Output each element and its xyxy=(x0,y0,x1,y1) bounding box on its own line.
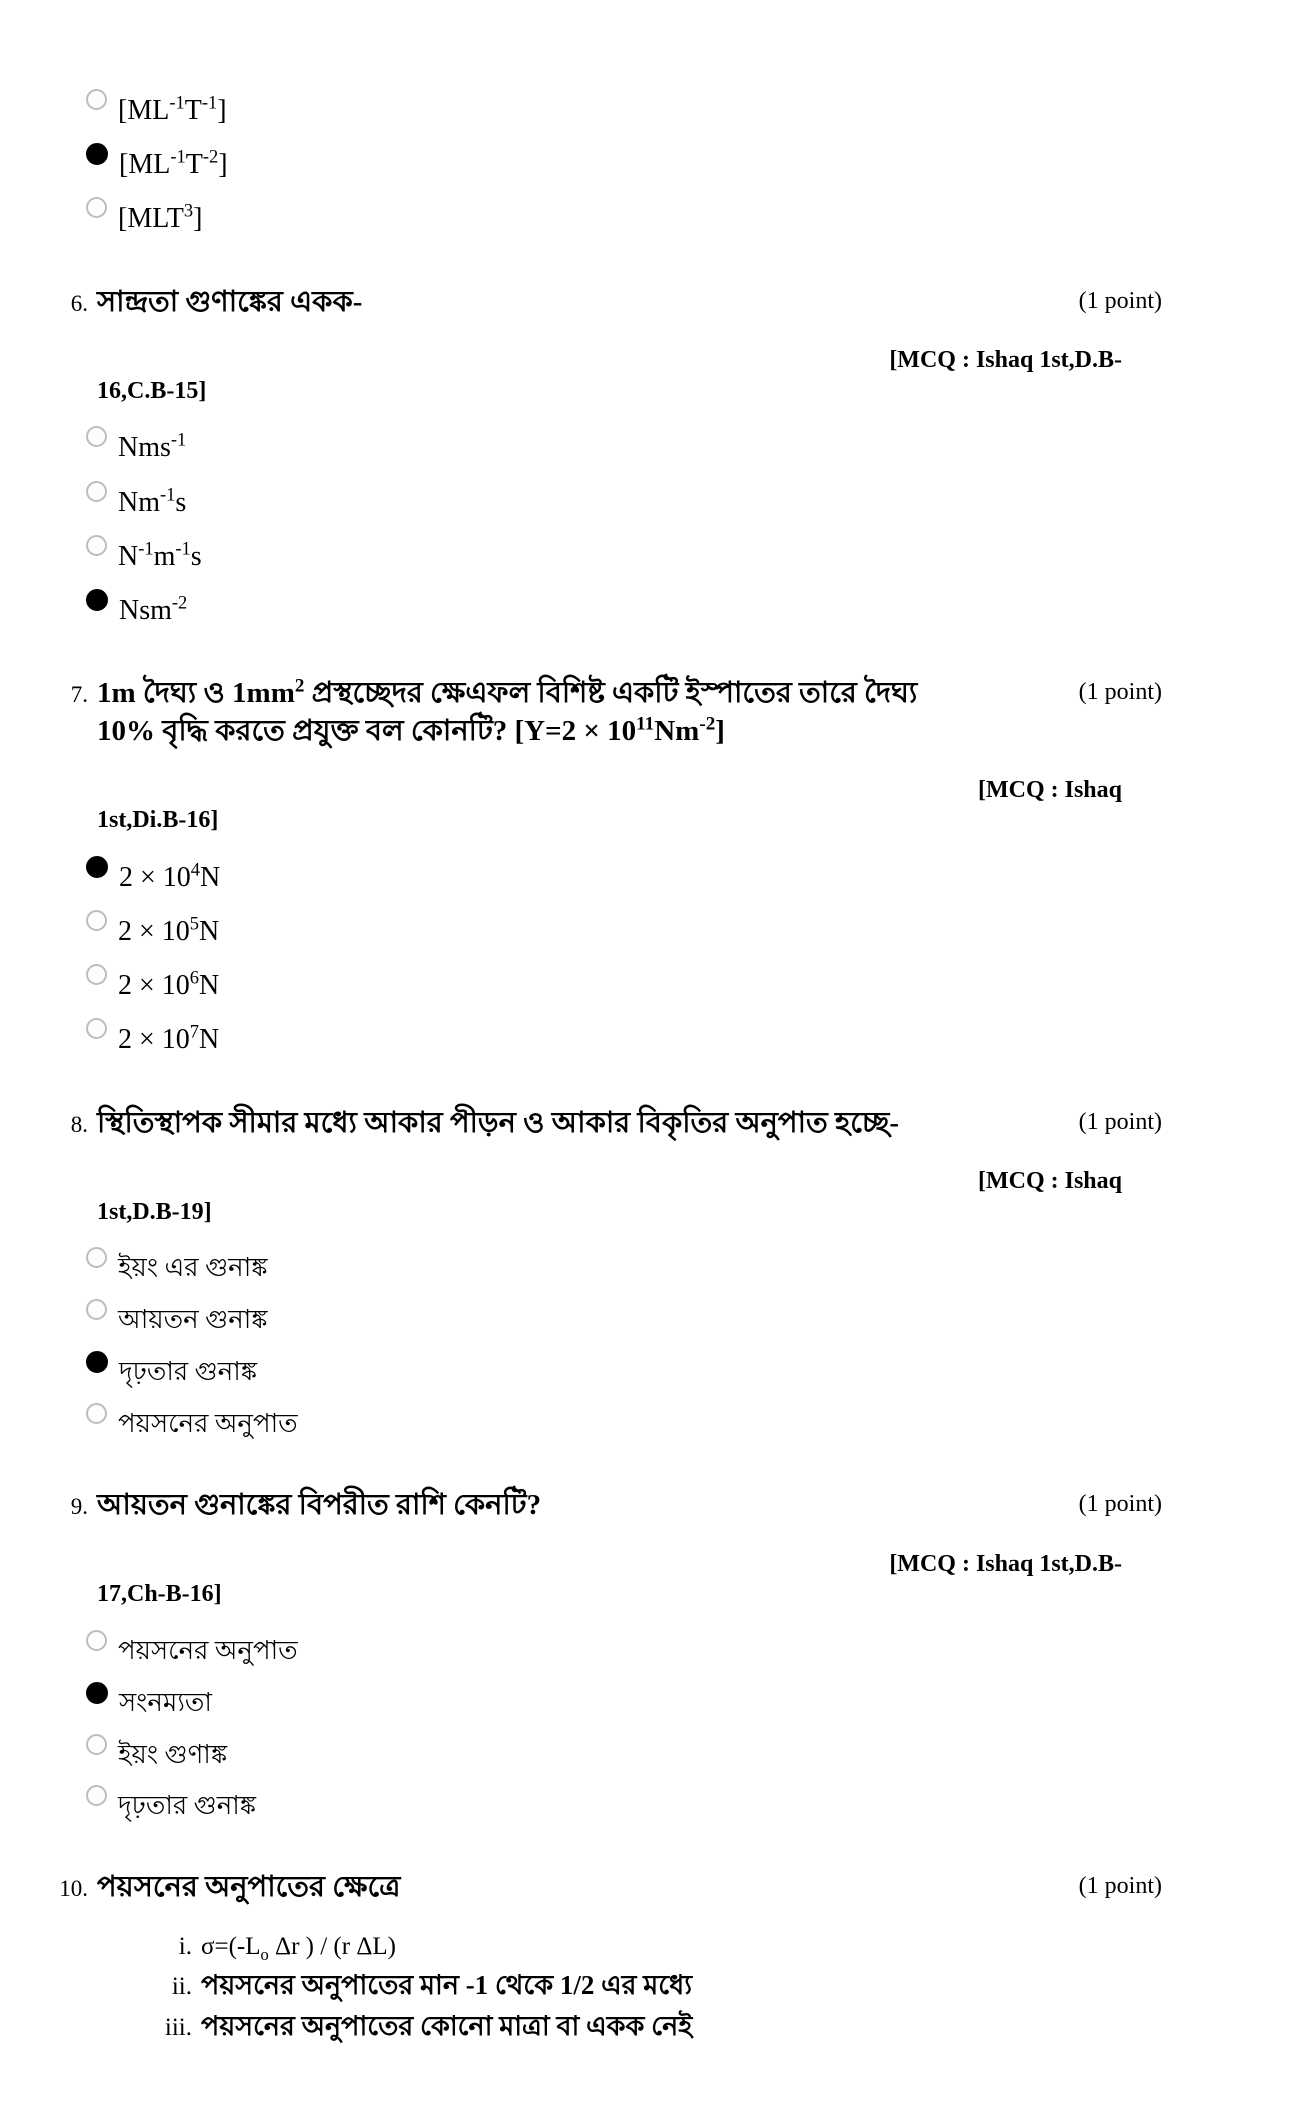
question-header xyxy=(58,1487,1162,1525)
answer-option[interactable] xyxy=(86,142,1162,181)
option-label: ইয়ং এর গুনাঙ্ক xyxy=(118,1253,268,1283)
statement-text: পয়সনের অনুপাতের কোনো মাত্রা বা একক নেই xyxy=(201,2011,693,2042)
question-title: আয়তন গুনাঙ্কের বিপরীত রাশি কেনটি? xyxy=(97,1488,542,1521)
answer-option[interactable] xyxy=(86,1681,1162,1718)
answer-option[interactable] xyxy=(86,196,1162,235)
radio-unselected-icon[interactable] xyxy=(86,1403,107,1424)
answer-option[interactable] xyxy=(86,88,1162,127)
option-label: আয়তন গুনাঙ্ক xyxy=(118,1305,268,1335)
question-block-8 xyxy=(58,1105,1162,1439)
options-group xyxy=(86,88,1162,236)
question-number: 10. xyxy=(59,1876,88,1902)
answer-option[interactable] xyxy=(86,1298,1162,1335)
option-label: $2 \times 10^7N$ xyxy=(118,1021,220,1056)
radio-unselected-icon[interactable] xyxy=(86,1018,107,1039)
answer-option[interactable] xyxy=(86,1246,1162,1283)
statement-numeral: ii. xyxy=(171,1973,192,2001)
option-label: $Nm^{-1}s$ xyxy=(118,484,187,518)
option-label: $[ML^{-1}T^{-2}]$ xyxy=(119,146,228,181)
option-label: $2 \times 10^4N$ xyxy=(119,859,221,893)
question-title: পয়সনের অনুপাতের ক্ষেত্রে xyxy=(97,1871,401,1904)
mcq-source-line2: 17,Ch-B-16] xyxy=(97,1581,222,1608)
radio-unselected-icon[interactable] xyxy=(86,481,107,502)
answer-option[interactable] xyxy=(86,1784,1162,1821)
answer-option[interactable] xyxy=(86,1350,1162,1387)
answer-option[interactable] xyxy=(86,855,1162,894)
statement-text: পয়সনের অনুপাতের মান -1 থেকে 1/2 এর মধ্যে xyxy=(201,1970,693,2001)
option-label: Nsm$^{-2}$ xyxy=(119,592,188,626)
mcq-source-line1: [MCQ : Ishaq 1st,D.B- xyxy=(889,1550,1122,1577)
option-label: দৃঢ়তার গুনাঙ্ক xyxy=(118,1791,257,1821)
options-group xyxy=(86,425,1162,627)
radio-unselected-icon[interactable] xyxy=(86,1785,107,1806)
question-title: স্থিতিস্থাপক সীমার মধ্যে আকার পীড়ন ও আকার বিকৃতির অনুপাত হচ্ছে- xyxy=(97,1106,900,1139)
radio-selected-icon[interactable] xyxy=(86,1351,108,1373)
radio-selected-icon[interactable] xyxy=(86,1682,108,1704)
answer-option[interactable] xyxy=(86,480,1162,519)
mcq-source-line1: [MCQ : Ishaq xyxy=(977,776,1122,803)
statement-text: $\sigma=(-L_o$ Δr ) / (r ΔL) xyxy=(201,1933,396,1965)
question-header xyxy=(58,675,1162,750)
radio-unselected-icon[interactable] xyxy=(86,197,107,218)
option-label: Nms$^{-1}$ xyxy=(118,430,187,464)
answer-option[interactable] xyxy=(86,1017,1162,1056)
answer-option[interactable] xyxy=(86,534,1162,573)
option-label: $N^{-1}m^{-1}s$ xyxy=(118,538,202,572)
answer-option[interactable] xyxy=(86,1629,1162,1666)
points-badge: (1 point) xyxy=(1078,1873,1162,1900)
option-label: $2 \times 10^6N$ xyxy=(118,967,220,1002)
radio-unselected-icon[interactable] xyxy=(86,910,107,931)
question-number: 9. xyxy=(70,1493,88,1519)
points-badge: (1 point) xyxy=(1078,1490,1162,1517)
statement-item xyxy=(154,1931,1162,1965)
radio-selected-icon[interactable] xyxy=(86,856,108,878)
option-label: পয়সনের অনুপাত xyxy=(118,1635,298,1665)
radio-unselected-icon[interactable] xyxy=(86,89,107,110)
radio-unselected-icon[interactable] xyxy=(86,1630,107,1651)
options-group xyxy=(86,1629,1162,1822)
radio-unselected-icon[interactable] xyxy=(86,1299,107,1320)
mcq-source-line2: 1st,Di.B-16] xyxy=(97,807,219,834)
question-block-9 xyxy=(58,1487,1162,1821)
options-group xyxy=(86,1246,1162,1439)
option-label: [MLT$^3$] xyxy=(118,201,203,235)
question-header xyxy=(58,284,1162,322)
statement-item xyxy=(154,2010,1162,2044)
option-label: পয়সনের অনুপাত xyxy=(118,1409,298,1439)
question-block-partial xyxy=(58,88,1162,236)
option-label: $[ML^{-1}T^{-1}]$ xyxy=(118,92,227,126)
question-number: 7. xyxy=(70,682,88,708)
answer-option[interactable] xyxy=(86,1402,1162,1439)
radio-unselected-icon[interactable] xyxy=(86,964,107,985)
statements-list xyxy=(154,1931,1162,2044)
answer-option[interactable] xyxy=(86,909,1162,948)
question-block-7 xyxy=(58,675,1162,1056)
option-label: $2 \times 10^5N$ xyxy=(118,913,220,947)
radio-selected-icon[interactable] xyxy=(86,589,108,611)
question-header xyxy=(58,1869,1162,1907)
question-header xyxy=(58,1105,1162,1143)
answer-option[interactable] xyxy=(86,425,1162,464)
radio-selected-icon[interactable] xyxy=(86,143,108,165)
option-label: দৃঢ়তার গুনাঙ্ক xyxy=(119,1357,258,1387)
options-group xyxy=(86,855,1162,1057)
question-number: 6. xyxy=(70,290,88,316)
option-label: ইয়ং গুণাঙ্ক xyxy=(118,1739,228,1769)
option-label: সংনম্যতা xyxy=(119,1687,212,1717)
question-block-10 xyxy=(58,1869,1162,2043)
question-title: সান্দ্রতা গুণাঙ্কের একক- xyxy=(97,285,363,318)
radio-unselected-icon[interactable] xyxy=(86,1734,107,1755)
statement-numeral: i. xyxy=(178,1933,192,1961)
question-block-6 xyxy=(58,284,1162,628)
mcq-source-line1: [MCQ : Ishaq 1st,D.B- xyxy=(889,347,1122,374)
radio-unselected-icon[interactable] xyxy=(86,535,107,556)
points-badge: (1 point) xyxy=(1078,287,1162,314)
statement-numeral: iii. xyxy=(164,2014,192,2042)
radio-unselected-icon[interactable] xyxy=(86,1247,107,1268)
question-number: 8. xyxy=(70,1111,88,1137)
answer-option[interactable] xyxy=(86,1733,1162,1770)
statement-item xyxy=(154,1969,1162,2003)
mcq-source-line1: [MCQ : Ishaq xyxy=(977,1168,1122,1195)
question-title: 1m দৈঘ্য ও $1mm^2$ প্রস্থচ্ছেদর ক্ষেএফল বিশিষ্ট একটি ইস্পাতের তারে দৈঘ্য 10% বৃদ্ধি করতে প্রযুক্ত বল কোনটি? $[Y=2 \times 10^{11}Nm^{-2}]$ xyxy=(97,675,918,747)
points-badge: (1 point) xyxy=(1078,1108,1162,1135)
points-badge: (1 point) xyxy=(1078,679,1162,706)
answer-option[interactable] xyxy=(86,588,1162,627)
mcq-source-line2: 1st,D.B-19] xyxy=(97,1198,212,1225)
mcq-source-line2: 16,C.B-15] xyxy=(97,377,207,404)
radio-unselected-icon[interactable] xyxy=(86,426,107,447)
answer-option[interactable] xyxy=(86,963,1162,1002)
